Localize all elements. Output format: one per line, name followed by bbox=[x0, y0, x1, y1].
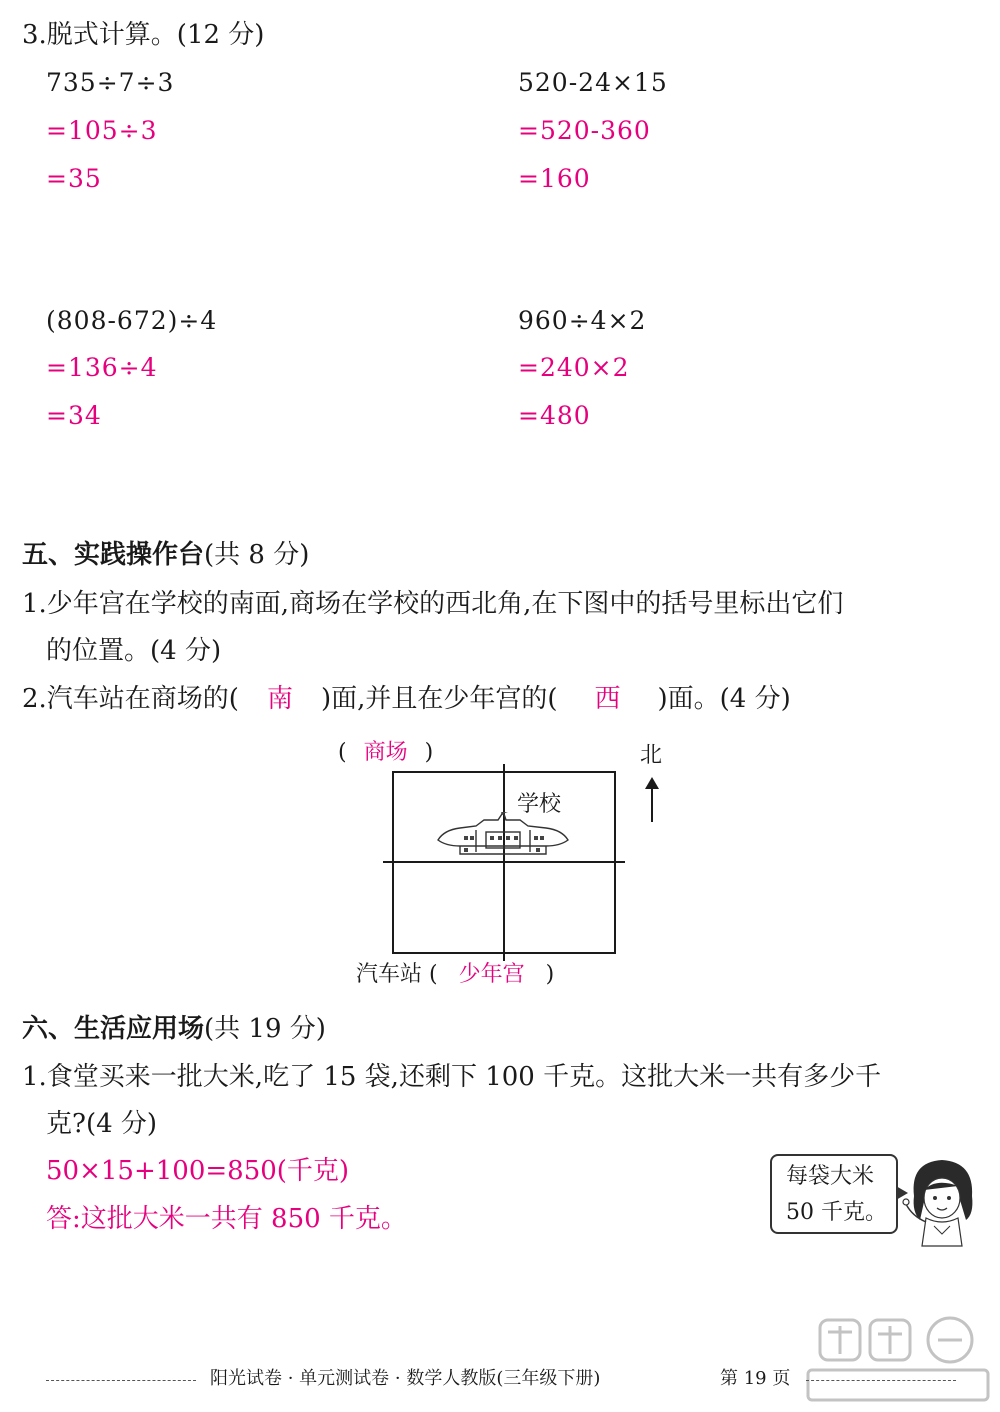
problem-3-step2: =34 bbox=[46, 401, 102, 430]
problem-3-expr: (808-672)÷4 bbox=[46, 306, 218, 335]
problem-4-step2: =480 bbox=[518, 401, 591, 430]
section-5-q1-line2: 的位置。(4 分) bbox=[46, 636, 222, 666]
map-grid-vertical-line bbox=[503, 764, 505, 961]
section-5-heading bbox=[22, 542, 309, 568]
mall-answer: 商场 bbox=[363, 740, 408, 765]
bus-station-text: 汽车站 bbox=[356, 962, 423, 987]
section-5-title: 五、实践操作台 bbox=[22, 540, 205, 570]
problem-1-step1: =105÷3 bbox=[46, 116, 158, 145]
section-5-score: (共 8 分) bbox=[204, 540, 310, 570]
problem-1-expr: 735÷7÷3 bbox=[46, 68, 175, 97]
girl-icon bbox=[900, 1156, 982, 1248]
school-building-icon bbox=[436, 812, 570, 858]
problem-2-step2: =160 bbox=[518, 164, 591, 193]
north-arrow-shaft bbox=[651, 786, 653, 822]
section-6-heading bbox=[22, 1016, 326, 1042]
section-5-q2-part1: 2.汽车站在商场的( bbox=[22, 684, 239, 714]
problem-2-step1: =520-360 bbox=[518, 116, 651, 145]
problem-4-expr: 960÷4×2 bbox=[518, 306, 647, 335]
section-5-q1-line1: 1.少年宫在学校的南面,商场在学校的西北角,在下图中的括号里标出它们 bbox=[22, 589, 844, 619]
problem-1-step2: =35 bbox=[46, 164, 102, 193]
section-6-solution: 50×15+100=850(千克) bbox=[46, 1156, 350, 1186]
problem-4-step1: =240×2 bbox=[518, 353, 630, 382]
section-5-q2-answer-1: 南 bbox=[266, 684, 293, 714]
section-6-score: (共 19 分) bbox=[204, 1014, 326, 1044]
footer-divider-left bbox=[46, 1380, 196, 1381]
section-6-answer: 答:这批大米一共有 850 千克。 bbox=[46, 1204, 407, 1234]
bus-station-label bbox=[356, 964, 554, 986]
mall-paren-open: ( bbox=[338, 740, 347, 765]
footer-text: 阳光试卷 · 单元测试卷 · 数学人教版(三年级下册) bbox=[210, 1368, 601, 1389]
bubble-line-1: 每袋大米 bbox=[786, 1164, 875, 1189]
footer-page-number: 第 19 页 bbox=[720, 1368, 791, 1389]
section-6-q1-line1: 1.食堂买来一批大米,吃了 15 袋,还剩下 100 千克。这批大米一共有多少千 bbox=[22, 1062, 882, 1092]
section-5-q2-part3: )面。(4 分) bbox=[657, 684, 791, 714]
school-label: 学校 bbox=[517, 792, 562, 817]
section-6-title: 六、生活应用场 bbox=[22, 1014, 205, 1044]
bubble-line-2: 50 千克。 bbox=[786, 1200, 887, 1225]
mall-label bbox=[338, 742, 433, 764]
section-5-q2 bbox=[22, 686, 791, 712]
watermark-logo-icon bbox=[800, 1312, 995, 1407]
section-3-title: 3.脱式计算。(12 分) bbox=[22, 20, 265, 50]
section-5-q2-part2: )面,并且在少年宫的( bbox=[320, 684, 558, 714]
problem-3-step1: =136÷4 bbox=[46, 353, 158, 382]
north-label: 北 bbox=[640, 743, 663, 768]
section-6-q1-line2: 克?(4 分) bbox=[46, 1109, 158, 1139]
youth-palace-paren-open: ( bbox=[429, 962, 438, 987]
youth-palace-paren-close: ) bbox=[545, 962, 555, 987]
problem-2-expr: 520-24×15 bbox=[518, 68, 668, 97]
mall-paren-close: ) bbox=[424, 740, 434, 765]
section-5-q2-answer-2: 西 bbox=[594, 684, 621, 714]
youth-palace-answer: 少年宫 bbox=[458, 962, 525, 987]
